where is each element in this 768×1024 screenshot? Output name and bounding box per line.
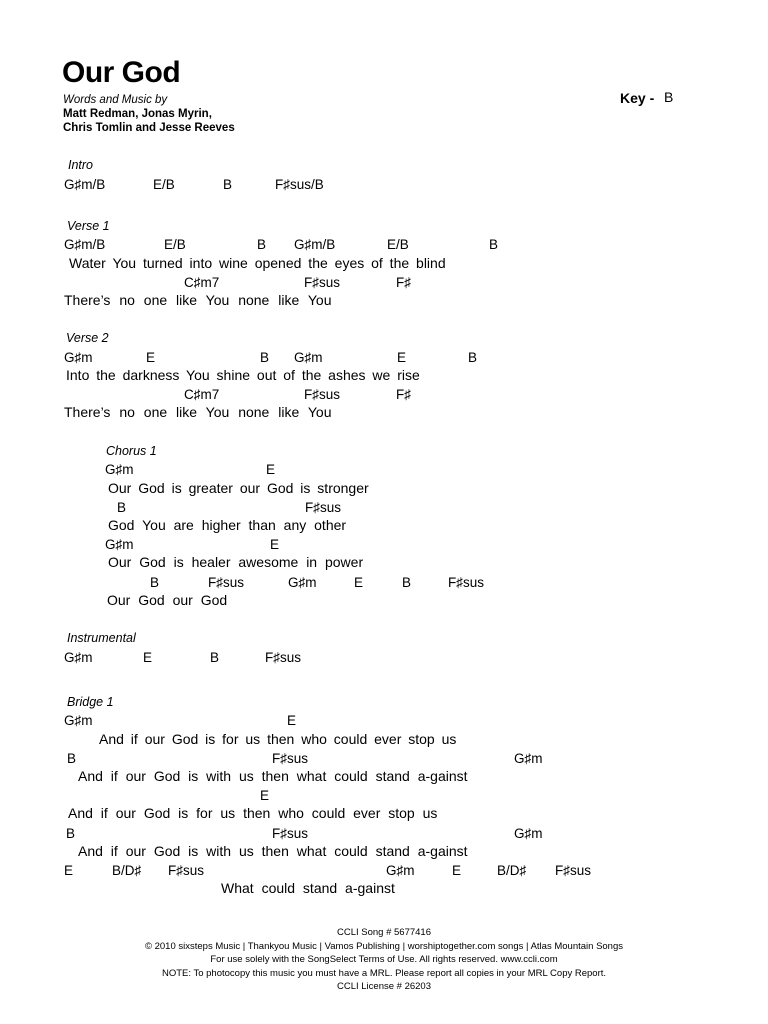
chord: B — [210, 650, 220, 665]
lyric-line: And if our God is for us then who could ever stop us — [99, 731, 457, 747]
lyric-line: What could stand a-gainst — [221, 880, 395, 896]
credit-names-line2: Chris Tomlin and Jesse Reeves — [63, 122, 235, 134]
chord: G♯m — [64, 713, 93, 728]
chord: G♯m — [288, 575, 317, 590]
chord: E/B — [153, 177, 175, 192]
chord: B — [402, 575, 412, 590]
chord: E — [287, 713, 297, 728]
chord: B — [67, 751, 77, 766]
chord: B — [66, 826, 76, 841]
lyric-line: There’s no one like You none like You — [64, 404, 332, 420]
chord: G♯m/B — [64, 177, 106, 192]
chord: B/D♯ — [112, 863, 142, 878]
lyric-line: Water You turned into wine opened the eyes of the blind — [69, 255, 446, 271]
terms-of-use-line: For use solely with the SongSelect Terms of Use. All rights reserved. www.ccli.com — [210, 954, 558, 965]
chord: F♯ — [396, 275, 411, 290]
section-label-intro: Intro — [68, 158, 94, 172]
chord: B — [117, 500, 127, 515]
ccli-song-number: CCLI Song # 5677416 — [336, 927, 432, 938]
chord: F♯sus/B — [275, 177, 324, 192]
lyric-line: God You are higher than any other — [108, 517, 347, 533]
chord: F♯ — [396, 387, 411, 402]
lyric-line: And if our God is for us then who could ever stop us — [68, 805, 438, 821]
section-label-verse-1: Verse 1 — [67, 219, 110, 233]
chord: E — [146, 350, 156, 365]
key-value: B — [664, 89, 674, 105]
credit-names-line1: Matt Redman, Jonas Myrin, — [63, 108, 212, 120]
chord: B — [468, 350, 478, 365]
credit-label: Words and Music by — [63, 94, 168, 106]
ccli-license-number: CCLI License # 26203 — [336, 981, 431, 992]
chord: E — [143, 650, 153, 665]
chord: B — [489, 237, 499, 252]
chord: E — [260, 788, 270, 803]
copyright-footer — [0, 926, 768, 994]
chord: G♯m — [514, 826, 543, 841]
chord: G♯m — [386, 863, 415, 878]
lyric-line: Into the darkness You shine out of the ashes we rise — [66, 367, 420, 383]
key-label: Key - — [620, 90, 655, 106]
chord: F♯sus — [272, 751, 309, 766]
chord: B — [150, 575, 160, 590]
photocopy-note: NOTE: To photocopy this music you must have a MRL. Please report all copies in your MRL Copy Report. — [161, 967, 607, 979]
chord: E — [397, 350, 407, 365]
chord: G♯m/B — [294, 237, 336, 252]
chord: E — [270, 537, 280, 552]
section-label-verse-2: Verse 2 — [66, 331, 109, 345]
chord: G♯m — [105, 537, 134, 552]
chord: F♯sus — [168, 863, 205, 878]
lyric-line: Our God is healer awesome in power — [108, 554, 364, 570]
chord: E/B — [164, 237, 186, 252]
chord: F♯sus — [304, 387, 341, 402]
lyric-line: Our God our God — [107, 592, 228, 608]
chord: F♯sus — [265, 650, 302, 665]
lyric-line: And if our God is with us then what could stand a-gainst — [78, 843, 468, 859]
chord: B — [257, 237, 267, 252]
chord: F♯sus — [272, 826, 309, 841]
chord: G♯m — [514, 751, 543, 766]
chord: F♯sus — [448, 575, 485, 590]
lyric-line: There’s no one like You none like You — [64, 292, 332, 308]
chord: F♯sus — [304, 275, 341, 290]
song-title: Our God — [62, 56, 181, 89]
chord: F♯sus — [305, 500, 342, 515]
chord: C♯m7 — [184, 387, 220, 402]
chord: B — [223, 177, 233, 192]
chord: B/D♯ — [497, 863, 527, 878]
chord: G♯m — [64, 650, 93, 665]
chord: F♯sus — [208, 575, 245, 590]
chord: E — [354, 575, 364, 590]
lyric-line: Our God is greater our God is stronger — [108, 480, 369, 496]
section-label-instrumental: Instrumental — [67, 631, 136, 645]
chord: E — [64, 863, 74, 878]
chord: E — [266, 462, 276, 477]
chord: F♯sus — [555, 863, 592, 878]
chord: E — [452, 863, 462, 878]
chord: G♯m — [64, 350, 93, 365]
chord: E/B — [387, 237, 409, 252]
chord: C♯m7 — [184, 275, 220, 290]
chord: G♯m — [294, 350, 323, 365]
section-label-chorus-1: Chorus 1 — [106, 444, 157, 458]
chord: G♯m/B — [64, 237, 106, 252]
chord: G♯m — [105, 462, 134, 477]
chord: B — [260, 350, 270, 365]
lyric-line: And if our God is with us then what could stand a-gainst — [78, 768, 468, 784]
section-label-bridge-1: Bridge 1 — [67, 695, 114, 709]
copyright-line: © 2010 sixsteps Music | Thankyou Music | Vamos Publishing | worshiptogether.com songs | Atlas Mountain Songs — [144, 940, 624, 952]
